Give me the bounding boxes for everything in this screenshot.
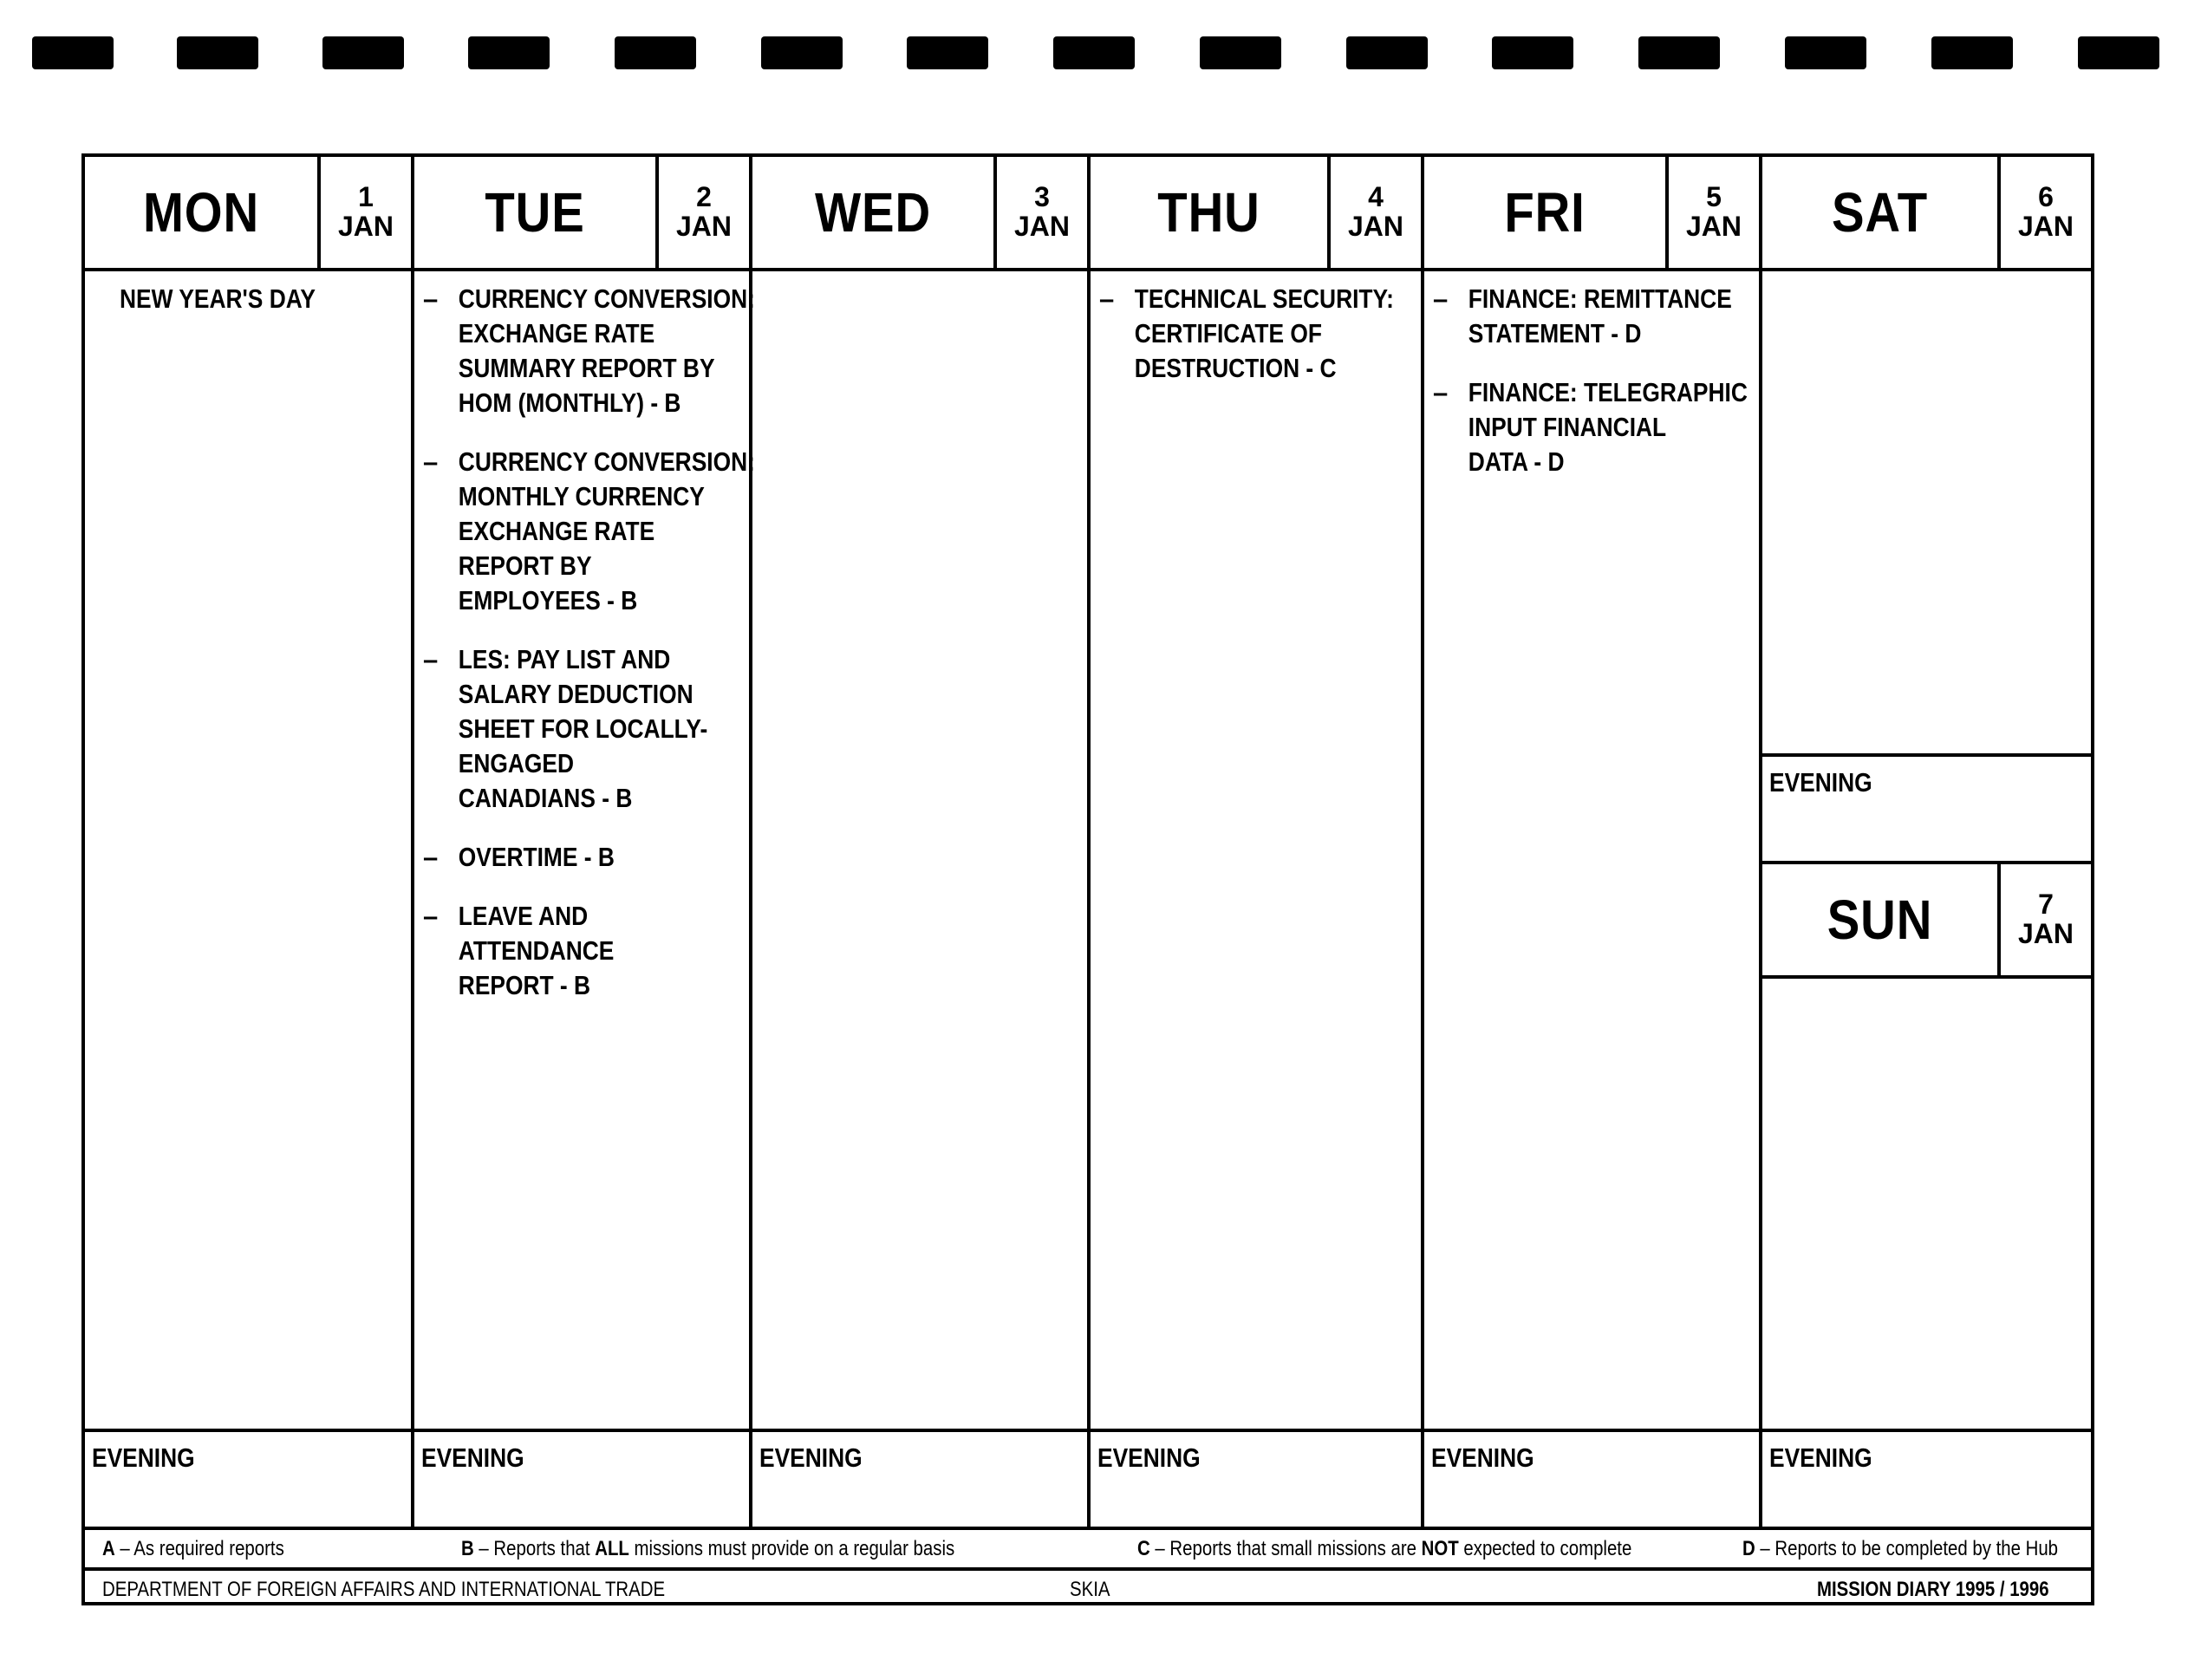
day-column-mon — [85, 157, 414, 1527]
sunday-day-name: SUN — [1827, 889, 1933, 951]
report-item — [423, 899, 648, 1003]
item-line: ENGAGED — [458, 748, 575, 778]
day-column-thu — [1091, 157, 1424, 1527]
item-line: REPORT BY — [458, 550, 592, 581]
day-mon-date-number: 1 — [358, 181, 374, 213]
item-line: TECHNICAL SECURITY: — [1134, 283, 1394, 314]
weekend-column — [1762, 157, 2091, 1527]
day-fri-date-number: 5 — [1706, 181, 1722, 213]
item-line: EMPLOYEES - B — [458, 585, 638, 615]
report-code: D — [1547, 446, 1565, 477]
day-mon-header — [85, 157, 411, 271]
holiday-note-text: NEW YEAR'S DAY — [120, 283, 316, 314]
day-column-wed — [752, 157, 1091, 1527]
day-tue-date — [655, 157, 749, 268]
report-item — [1099, 282, 1449, 386]
day-wed-day-name: WED — [814, 181, 932, 244]
item-line: CURRENCY CONVERSION: — [458, 283, 755, 314]
report-code: B — [621, 585, 638, 615]
item-line: FINANCE: REMITTANCE — [1468, 283, 1732, 314]
legend-c: C – Reports that small missions are NOT expected to complete — [1137, 1537, 1632, 1560]
saturday-date — [1997, 157, 2091, 268]
sunday-header — [1762, 861, 2091, 979]
binding-hole — [1492, 36, 1573, 69]
day-fri-header — [1424, 157, 1759, 271]
binding-hole — [1346, 36, 1428, 69]
evening-section — [1091, 1429, 1421, 1527]
day-thu-date-number: 4 — [1368, 181, 1384, 213]
day-wed-date-number: 3 — [1034, 181, 1050, 213]
report-item — [1433, 282, 1785, 351]
item-line: MONTHLY CURRENCY — [458, 481, 705, 511]
item-line: EXCHANGE RATE — [458, 318, 655, 348]
binding-hole — [468, 36, 550, 69]
item-line: DATA - D — [1468, 446, 1565, 477]
item-dash: – — [1099, 283, 1115, 314]
item-line: HOM (MONTHLY) - B — [458, 387, 681, 418]
item-line: SUMMARY REPORT BY — [458, 353, 715, 383]
weekly-diary-page — [81, 153, 2094, 1605]
saturday-evening — [1762, 753, 2091, 861]
day-mon-day-name: MON — [142, 181, 260, 244]
evening-label: EVENING — [1769, 1442, 1872, 1473]
day-thu-header — [1091, 157, 1421, 271]
day-mon-date-month: JAN — [337, 211, 394, 242]
legend-a: A – As required reports — [102, 1537, 284, 1560]
evening-section — [85, 1429, 411, 1527]
item-dash: – — [423, 842, 439, 872]
sunday-evening — [1762, 1429, 2091, 1527]
evening-label: EVENING — [1769, 767, 1872, 798]
saturday-date-month: JAN — [2017, 211, 2074, 242]
day-tue-header — [414, 157, 749, 271]
binding-hole — [2078, 36, 2159, 69]
day-thu-day-name: THU — [1157, 181, 1260, 244]
day-body — [1091, 271, 1421, 1527]
binding-hole — [1053, 36, 1135, 69]
saturday-date-number: 6 — [2038, 181, 2054, 213]
item-dash: – — [1433, 283, 1449, 314]
item-line: ATTENDANCE — [458, 935, 615, 966]
legend-d: D – Reports to be completed by the Hub — [1742, 1537, 2059, 1560]
item-line: LES: PAY LIST AND — [458, 644, 671, 674]
report-code: D — [1625, 318, 1642, 348]
page-footer — [85, 1567, 2091, 1605]
report-code: B — [597, 842, 615, 872]
item-line: DESTRUCTION - C — [1134, 353, 1337, 383]
day-body — [414, 271, 755, 1527]
sunday-date — [1997, 864, 2091, 975]
evening-label: EVENING — [1431, 1442, 1534, 1473]
day-tue-date-number: 2 — [696, 181, 712, 213]
day-fri-date — [1665, 157, 1759, 268]
day-thu-date-month: JAN — [1347, 211, 1403, 242]
day-tue-day-name: TUE — [485, 181, 585, 244]
item-line: REPORT - B — [458, 970, 591, 1000]
report-code: B — [615, 783, 633, 813]
binding-hole — [177, 36, 258, 69]
saturday-day-name: SAT — [1831, 181, 1929, 244]
diary-title: MISSION DIARY 1995 / 1996 — [1817, 1578, 2049, 1601]
day-body — [752, 271, 1087, 1527]
sunday-date-month: JAN — [2017, 918, 2074, 949]
item-line: STATEMENT - D — [1468, 318, 1642, 348]
saturday-header — [1762, 157, 2091, 271]
day-wed-date-month: JAN — [1013, 211, 1070, 242]
binding-hole — [1931, 36, 2013, 69]
day-thu-date — [1327, 157, 1421, 268]
sunday-header — [1762, 864, 2091, 975]
evening-label: EVENING — [92, 1442, 195, 1473]
legend-b: B – Reports that ALL missions must provide on a regular basis — [461, 1537, 955, 1560]
day-body — [1424, 271, 1759, 1527]
evening-label: EVENING — [421, 1442, 524, 1473]
evening-section — [1424, 1429, 1759, 1527]
binding-holes — [0, 0, 2201, 104]
day-wed-date — [993, 157, 1087, 268]
binding-hole — [1200, 36, 1281, 69]
item-line: CURRENCY CONVERSION: — [458, 446, 755, 477]
day-tue-date-month: JAN — [675, 211, 732, 242]
item-dash: – — [423, 446, 439, 477]
binding-hole — [1638, 36, 1720, 69]
report-code: B — [664, 387, 681, 418]
report-item — [423, 642, 758, 816]
binding-hole — [761, 36, 843, 69]
department-name: DEPARTMENT OF FOREIGN AFFAIRS AND INTERNATIONAL TRADE — [102, 1578, 666, 1601]
holiday-note — [120, 282, 350, 316]
evening-section — [752, 1429, 1087, 1527]
evening-label: EVENING — [759, 1442, 863, 1473]
item-dash: – — [1433, 377, 1449, 407]
day-column-fri — [1424, 157, 1762, 1527]
binding-hole — [32, 36, 114, 69]
item-line: LEAVE AND — [458, 901, 589, 931]
item-line: OVERTIME - B — [458, 842, 615, 872]
item-line: EXCHANGE RATE — [458, 516, 655, 546]
report-item — [423, 840, 648, 875]
day-wed-header — [752, 157, 1087, 271]
item-line: CERTIFICATE OF — [1134, 318, 1322, 348]
item-line: FINANCE: TELEGRAPHIC — [1468, 377, 1748, 407]
day-mon-date — [317, 157, 411, 268]
report-item — [1433, 375, 1803, 479]
evening-label: EVENING — [1097, 1442, 1201, 1473]
item-line: CANADIANS - B — [458, 783, 633, 813]
item-line: INPUT FINANCIAL — [1468, 412, 1667, 442]
binding-hole — [615, 36, 696, 69]
item-line: SALARY DEDUCTION — [458, 679, 694, 709]
day-column-tue — [414, 157, 755, 1527]
item-dash: – — [423, 901, 439, 931]
day-body — [85, 271, 411, 1527]
legend-row — [85, 1527, 2091, 1567]
footer-code: SKIA — [1070, 1578, 1110, 1601]
day-fri-date-month: JAN — [1685, 211, 1742, 242]
binding-hole — [1785, 36, 1866, 69]
evening-section — [414, 1429, 749, 1527]
report-code: C — [1319, 353, 1337, 383]
item-dash: – — [423, 644, 439, 674]
sunday-date-number: 7 — [2038, 889, 2054, 921]
binding-hole — [322, 36, 404, 69]
binding-hole — [907, 36, 988, 69]
day-fri-day-name: FRI — [1504, 181, 1586, 244]
report-code: B — [574, 970, 591, 1000]
item-line: SHEET FOR LOCALLY- — [458, 713, 708, 744]
item-dash: – — [423, 283, 439, 314]
